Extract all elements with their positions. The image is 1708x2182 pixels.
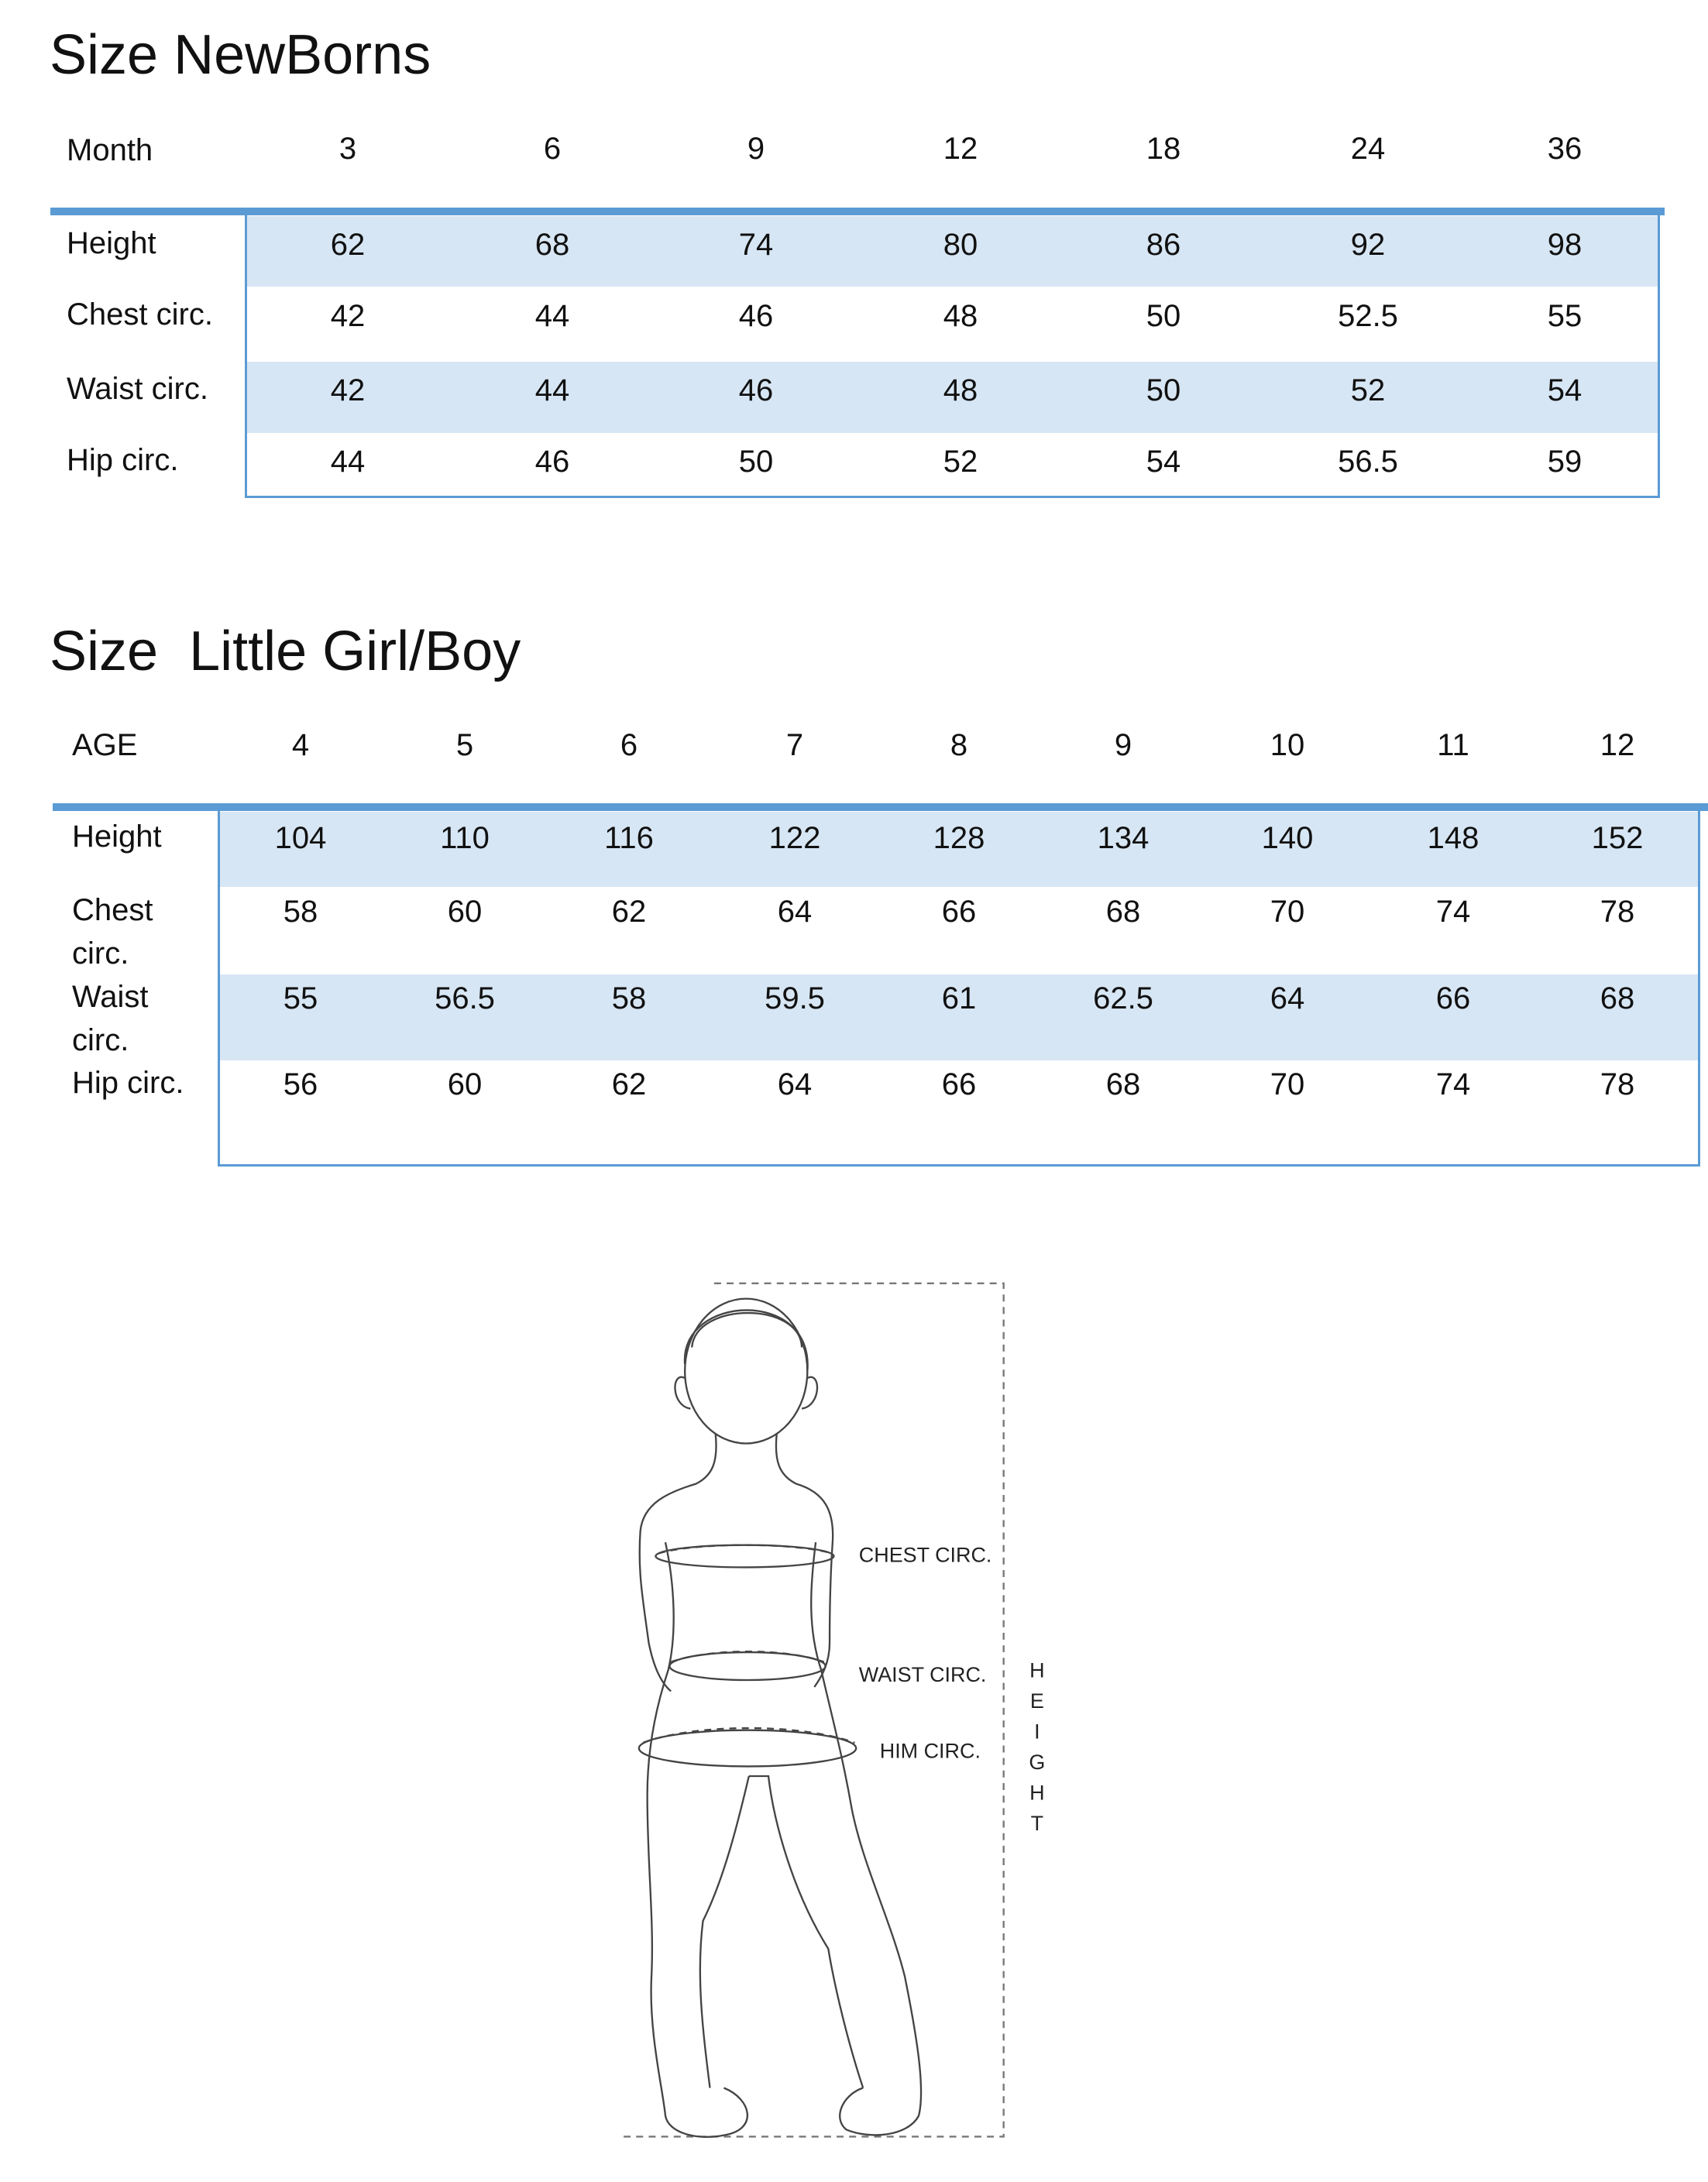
table-cell: 78 xyxy=(1600,1067,1635,1101)
newborns-title: Size NewBorns xyxy=(50,24,431,86)
chest-circ-label: CHEST CIRC. xyxy=(858,1543,992,1567)
table-cell: 56.5 xyxy=(435,981,495,1015)
table-cell: 122 xyxy=(768,821,821,855)
table-cell: 42 xyxy=(330,373,366,407)
row-label: Waist circ. xyxy=(72,980,149,1057)
table-cell: 58 xyxy=(283,895,318,929)
table-cell: 50 xyxy=(1146,373,1181,407)
table-cell: 42 xyxy=(330,299,366,333)
table-cell: 68 xyxy=(1105,1067,1141,1101)
column-header: 10 xyxy=(1270,728,1305,762)
table-cell: 59.5 xyxy=(765,981,825,1015)
table-cell: 52.5 xyxy=(1338,299,1398,333)
table-cell: 134 xyxy=(1097,821,1150,855)
table-cell: 92 xyxy=(1350,228,1386,262)
table-cell: 44 xyxy=(330,445,366,479)
table-cell: 68 xyxy=(1600,981,1635,1015)
table-cell: 74 xyxy=(738,228,774,262)
column-header: 9 xyxy=(1114,728,1132,762)
table-cell: 70 xyxy=(1270,895,1305,929)
table-cell: 46 xyxy=(738,373,774,407)
column-header: 12 xyxy=(943,132,978,166)
table-cell: 128 xyxy=(933,821,985,855)
table-cell: 62 xyxy=(611,1067,647,1101)
row-label: Chest circ. xyxy=(72,893,153,971)
row-label: Waist circ. xyxy=(67,372,208,406)
table-cell: 68 xyxy=(534,228,570,262)
table-cell: 98 xyxy=(1547,228,1583,262)
column-header: 8 xyxy=(950,728,968,762)
table-cell: 46 xyxy=(534,445,570,479)
table-cell: 74 xyxy=(1435,895,1471,929)
column-header: 7 xyxy=(785,728,804,762)
column-header: 5 xyxy=(455,728,474,762)
column-header: 18 xyxy=(1146,132,1181,166)
table-cell: 46 xyxy=(738,299,774,333)
table-cell: 68 xyxy=(1105,895,1141,929)
table-cell: 56 xyxy=(283,1067,318,1101)
table-cell: 64 xyxy=(777,895,813,929)
table-cell: 44 xyxy=(534,299,570,333)
table-cell: 58 xyxy=(611,981,647,1015)
column-header: 6 xyxy=(543,132,562,166)
row-label: Height xyxy=(67,226,156,260)
chest-circ-loop xyxy=(655,1545,833,1568)
little-title: Size Little Girl/Boy xyxy=(50,620,521,682)
table-cell: 61 xyxy=(941,981,977,1015)
table-cell: 60 xyxy=(447,895,483,929)
table-cell: 44 xyxy=(534,373,570,407)
table-cell: 59 xyxy=(1547,445,1583,479)
table-cell: 56.5 xyxy=(1338,445,1398,479)
table-cell: 54 xyxy=(1146,445,1181,479)
column-header: 11 xyxy=(1437,728,1469,762)
table-cell: 48 xyxy=(943,299,978,333)
table-cell: 62 xyxy=(611,895,647,929)
table-cell: 62.5 xyxy=(1093,981,1153,1015)
column-header: 6 xyxy=(620,728,638,762)
row-label: Height xyxy=(72,820,162,854)
column-header: 4 xyxy=(291,728,310,762)
table-cell: 110 xyxy=(440,821,490,855)
table-cell: 66 xyxy=(1435,981,1471,1015)
table-cell: 116 xyxy=(604,821,654,855)
table-cell: 62 xyxy=(330,228,366,262)
hip-circ-label: HIM CIRC. xyxy=(879,1739,981,1763)
height-guide xyxy=(624,1283,1004,2137)
waist-circ-label: WAIST CIRC. xyxy=(858,1662,987,1686)
column-header: 36 xyxy=(1547,132,1583,166)
table-cell: 86 xyxy=(1146,228,1181,262)
table-cell: 52 xyxy=(943,445,978,479)
column-header: 9 xyxy=(747,132,765,166)
table-cell: 60 xyxy=(447,1067,483,1101)
table-cell: 55 xyxy=(1547,299,1583,333)
table-cell: 66 xyxy=(941,895,977,929)
table-cell: 152 xyxy=(1591,821,1644,855)
table-cell: 104 xyxy=(274,821,327,855)
table-cell: 55 xyxy=(283,981,318,1015)
table-cell: 50 xyxy=(738,445,774,479)
table-cell: 78 xyxy=(1600,895,1635,929)
table-cell: 50 xyxy=(1146,299,1181,333)
table-cell: 148 xyxy=(1427,821,1479,855)
table-cell: 140 xyxy=(1261,821,1314,855)
row-label: Chest circ. xyxy=(67,297,213,332)
table-cell: 52 xyxy=(1350,373,1386,407)
column-header: 3 xyxy=(339,132,357,166)
table-cell: 64 xyxy=(777,1067,813,1101)
table-cell: 74 xyxy=(1435,1067,1471,1101)
header-label: AGE xyxy=(72,728,138,762)
table-cell: 66 xyxy=(941,1067,977,1101)
row-label: Hip circ. xyxy=(72,1066,184,1100)
table-cell: 48 xyxy=(943,373,978,407)
column-header: 12 xyxy=(1600,728,1635,762)
height-label: H E I G H T xyxy=(1029,1658,1046,1836)
header-label: Month xyxy=(67,133,153,167)
child-figure xyxy=(624,1283,1004,2137)
table-cell: 64 xyxy=(1270,981,1305,1015)
row-label: Hip circ. xyxy=(67,443,179,477)
table-cell: 80 xyxy=(943,228,978,262)
table-cell: 54 xyxy=(1547,373,1583,407)
waist-circ-loop xyxy=(669,1652,825,1680)
table-cell: 70 xyxy=(1270,1067,1305,1101)
column-header: 24 xyxy=(1350,132,1386,166)
